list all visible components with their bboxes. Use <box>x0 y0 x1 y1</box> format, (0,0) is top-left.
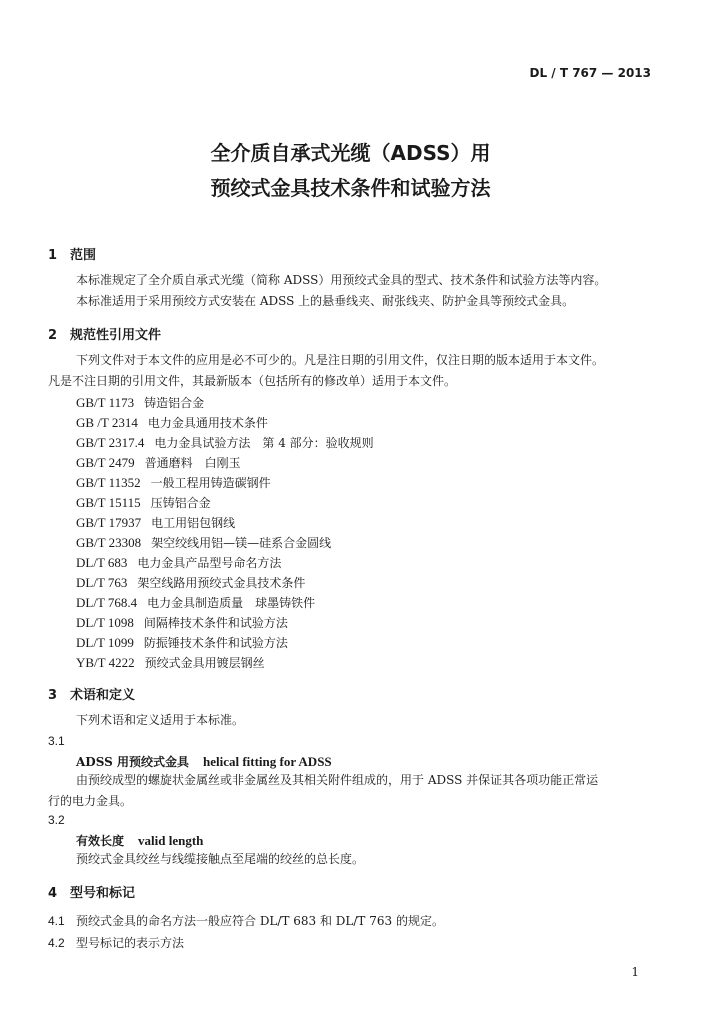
reference-item: GB/T 17937 电工用铝包钢线 <box>76 515 236 530</box>
section-number: 1 <box>48 248 58 263</box>
reference-item: GB/T 1173 铸造铝合金 <box>76 395 205 410</box>
term-definition-line-1: 由预绞成型的螺旋状金属丝或非金属丝及其相关附件组成的，用于 ADSS 并保证其各项功能正常运 <box>76 773 599 787</box>
reference-item: GB/T 2479 普通磨料 白刚玉 <box>76 455 241 470</box>
section-3-heading <box>48 684 135 703</box>
scope-paragraph-2: 本标准适用于采用预绞方式安装在 ADSS 上的悬垂线夹、耐张线夹、防护金具等预绞式金具。 <box>76 294 575 308</box>
term-title: ADSS 用预绞式金具 helical fitting for ADSS <box>76 754 332 769</box>
clause-4-1: 4.1 预绞式金具的命名方法一般应符合 DL/T 683 和 DL/T 763 的规定。 <box>48 914 444 928</box>
section-1-heading <box>48 244 96 263</box>
section-title: 术语和定义 <box>70 688 136 703</box>
term-number: 3.1 <box>48 734 65 748</box>
reference-item: GB/T 11352 一般工程用铸造碳钢件 <box>76 475 271 490</box>
reference-item: YB/T 4222 预绞式金具用镀层钢丝 <box>76 655 265 670</box>
reference-item: DL/T 768.4 电力金具制造质量 球墨铸铁件 <box>76 595 316 610</box>
reference-item: DL/T 683 电力金具产品型号命名方法 <box>76 555 282 570</box>
section-number: 2 <box>48 328 58 343</box>
term-definition-line-2: 行的电力金具。 <box>48 794 133 808</box>
reference-item: DL/T 763 架空线路用预绞式金具技术条件 <box>76 575 306 590</box>
section-number: 4 <box>48 886 58 901</box>
standard-code: DL / T 767 — 2013 <box>529 66 651 80</box>
reference-item: GB /T 2314 电力金具通用技术条件 <box>76 415 268 430</box>
term-number: 3.2 <box>48 813 65 827</box>
clause-4-2: 4.2 型号标记的表示方法 <box>48 936 185 950</box>
document-title-line-1: 全介质自承式光缆（ADSS）用 <box>210 141 491 165</box>
reference-item: GB/T 23308 架空绞线用铝—镁—硅系合金圆线 <box>76 535 332 550</box>
section-4-heading <box>48 882 135 901</box>
reference-item: GB/T 15115 压铸铝合金 <box>76 495 211 510</box>
section-2-heading <box>48 324 161 343</box>
reference-item: DL/T 1099 防振锤技术条件和试验方法 <box>76 635 288 650</box>
section-number: 3 <box>48 688 58 703</box>
section-title: 范围 <box>70 248 97 263</box>
references-intro-line-1: 下列文件对于本文件的应用是必不可少的。凡是注日期的引用文件，仅注日期的版本适用于本文件。 <box>76 353 605 367</box>
term-definition-line-1: 预绞式金具绞丝与线缆接触点至尾端的绞丝的总长度。 <box>76 852 365 866</box>
terms-intro: 下列术语和定义适用于本标准。 <box>76 713 245 727</box>
section-title: 型号和标记 <box>70 886 136 901</box>
page-number: 1 <box>631 965 639 979</box>
reference-item: GB/T 2317.4 电力金具试验方法 第 4 部分：验收规则 <box>76 435 374 450</box>
scope-paragraph-1: 本标准规定了全介质自承式光缆（简称 ADSS）用预绞式金具的型式、技术条件和试验方法等内容。 <box>76 273 607 287</box>
document-title-line-2: 预绞式金具技术条件和试验方法 <box>210 176 491 200</box>
section-title: 规范性引用文件 <box>70 328 162 343</box>
references-intro-line-2: 凡是不注日期的引用文件，其最新版本（包括所有的修改单）适用于本文件。 <box>48 374 457 388</box>
term-title: 有效长度 valid length <box>76 833 204 848</box>
reference-item: DL/T 1098 间隔棒技术条件和试验方法 <box>76 615 288 630</box>
